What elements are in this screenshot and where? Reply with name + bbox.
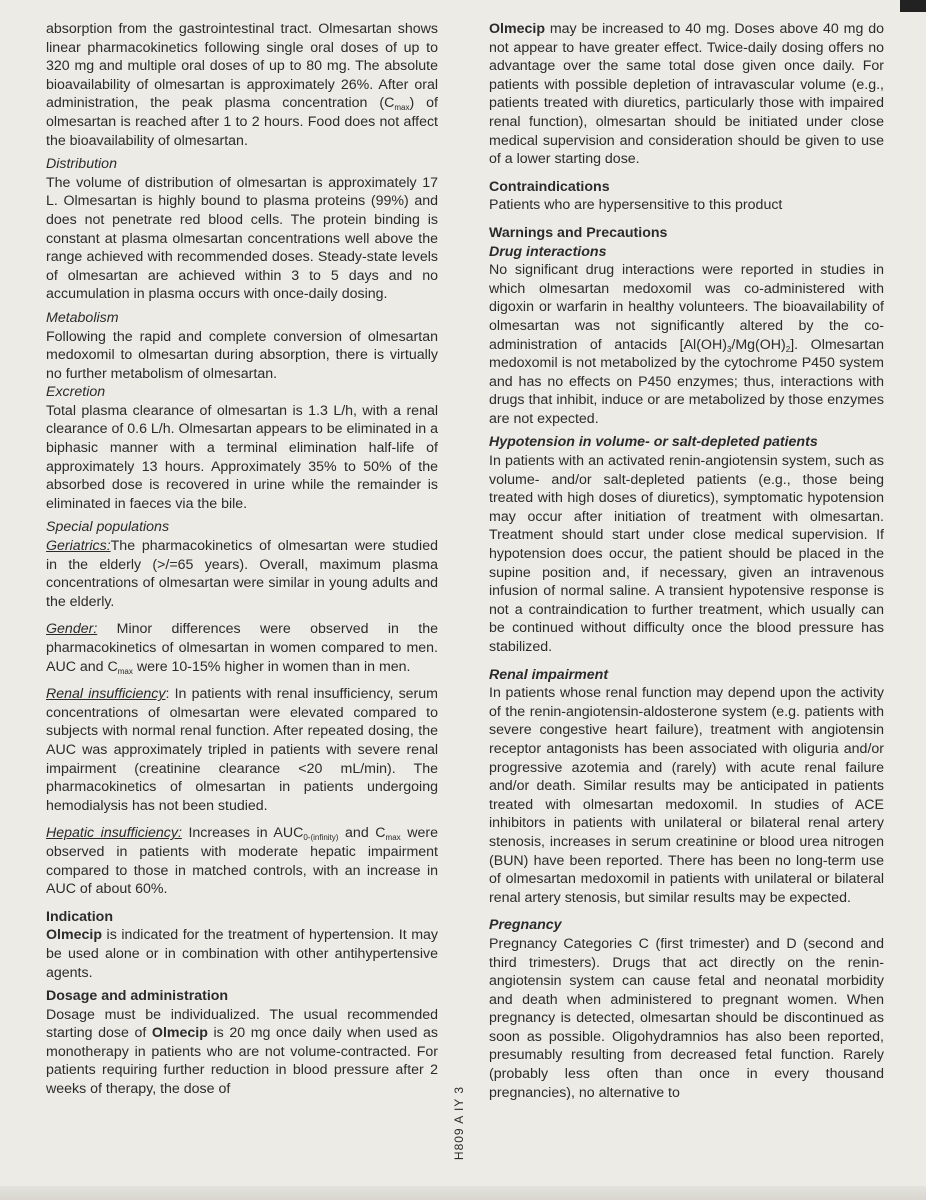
- excretion-heading: Excretion: [46, 384, 106, 401]
- brand-name: Olmecip: [46, 927, 102, 944]
- metabolism-heading: Metabolism: [46, 309, 119, 326]
- renal-impairment-paragraph: In patients whose renal function may depend upon the activity of the renin-angiotensin-aldosterone system (e.g. patients with severe congestive heart failure), treatment with angiotensin receptor antagonists has been associated with oliguria and/or progressive azotemia and (rarely) with acute renal failure and/or death. Similar results may be anticipated in patients treated with olmesartan medoxomil. In studies of ACE inhibitors in patients with unilateral or bilateral renal artery stenosis, increases in serum creatinine or blood urea nitrogen (BUN) have been reported. There has been no long-term use of olmesartan medoxomil in patients with unilateral or bilateral renal artery stenosis, but similar results may be expected.: [489, 685, 884, 906]
- metabolism-paragraph: Following the rapid and complete conversion of olmesartan medoxomil to olmesartan during absorption, there is virtually no further metabolism of olmesartan.: [46, 328, 438, 382]
- indication-heading: Indication: [46, 908, 113, 925]
- hepatic-insufficiency-label: Hepatic insufficiency:: [46, 825, 182, 842]
- absorption-paragraph: absorption from the gastrointestinal tract. Olmesartan shows linear pharmacokinetics following single oral doses of up to 320 mg and multiple oral doses of up to 80 mg. The absolute bioavailability of olmesartan is approximately 26%. After oral administration, the peak plasma concentration $(C_{max})$ of olmesartan is reached after 1 to 2 hours. Food does not affect the bioavailability of olmesartan.: [46, 21, 439, 149]
- excretion-paragraph: Total plasma clearance of olmesartan is 1.3 L/h, with a renal clearance of 0.6 L/h. Olmesartan appears to be eliminated in a biphasic manner with a terminal elimination half-life of approximately 13 hours. Approximately 35% to 50% of the absorbed dose is recovered in urine while the remainder is eliminated in faeces via the bile.: [46, 402, 438, 512]
- left-column: [46, 20, 438, 1180]
- renal-impairment-heading: Renal impairment: [489, 666, 609, 683]
- dosage-heading: Dosage and administration: [46, 988, 229, 1005]
- geriatrics-label: Geriatrics:: [46, 538, 111, 555]
- renal-insufficiency-paragraph: Renal insufficiency: In patients with renal insufficiency, serum concentrations of olmesartan were elevated compared to subjects with normal renal function. After repeated dosing, the AUC was approximately tripled in patients with severe renal impairment (creatinine clearance <20 mL/min). The pharmacokinetics of olmesartan in patients undergoing hemodialysis has not been studied.: [46, 686, 438, 814]
- special-populations-heading: Special populations: [46, 519, 170, 536]
- renal-insufficiency-label: Renal insufficiency: [46, 686, 166, 703]
- contraindications-paragraph: Patients who are hypersensitive to this product: [489, 197, 783, 214]
- corner-mark: [900, 0, 926, 12]
- distribution-heading: Distribution: [46, 156, 117, 173]
- gender-paragraph: Gender: Minor differences were observed in the pharmacokinetics of olmesartan in women compared to men. AUC and $C_{max}$ were 10-15% higher in women than in men.: [46, 621, 438, 676]
- brand-name: Olmecip: [489, 21, 545, 37]
- hypotension-heading: Hypotension in volume- or salt-depleted patients: [489, 434, 818, 451]
- warnings-heading: Warnings and Precautions: [489, 224, 668, 241]
- hepatic-insufficiency-paragraph: Hepatic insufficiency: Increases in $AUC_{0-(infinity)}$ and $C_{max}$ were observed in patients with moderate hepatic impairment compared to those in matched controls, with an increase in AUC of about 60%.: [46, 825, 438, 898]
- drug-interactions-heading: Drug interactions: [489, 243, 607, 260]
- distribution-paragraph: The volume of distribution of olmesartan is approximately 17 L. Olmesartan is highly bound to plasma proteins (99%) and does not penetrate red blood cells. The protein binding is constant at plasma olmesartan concentrations well above the range achieved with recommended doses. Steady-state levels of olmesartan are achieved within 3 to 5 days and no accumulation in plasma occurs with once-daily dosing.: [46, 174, 438, 303]
- page-bottom-edge: [0, 1186, 926, 1200]
- gender-label: Gender:: [46, 621, 98, 638]
- brand-name: Olmecip: [151, 1025, 208, 1042]
- indication-paragraph: Olmecip is indicated for the treatment of hypertension. It may be used alone or in combination with other antihypertensive agents.: [46, 927, 438, 981]
- print-code: H809 A IY 3: [452, 1085, 466, 1161]
- pregnancy-paragraph: Pregnancy Categories C (first trimester) and D (second and third trimesters). Drugs that act directly on the renin-angiotensin system can cause fetal and neonatal morbidity and death when administered to pregnant women. When pregnancy is detected, olmesartan should be discontinued as soon as possible. Oligohydramnios has also been reported, presumably resulting from decreased fetal function. Rarely (probably less often than once in every thousand pregnancies), no alternative to: [489, 935, 884, 1101]
- drug-interactions-paragraph: No significant drug interactions were reported in studies in which olmesartan medoxomil was co-administered with digoxin or warfarin in healthy volunteers. The bioavailability of olmesartan was not significantly altered by the co-administration of antacids $[Al(OH)_3/Mg(OH)_2]$. Olmesartan medoxomil is not metabolized by the cytochrome P450 system and has no effects on P450 enzymes; thus, interactions with drugs that inhibit, induce or are metabolized by those enzymes are not expected.: [489, 262, 884, 427]
- geriatrics-paragraph: Geriatrics:The pharmacokinetics of olmesartan were studied in the elderly (>/=65 years). Overall, maximum plasma concentrations of olmesartan were similar in young adults and the elderly.: [46, 538, 438, 610]
- dosage-continued-paragraph: Olmecip may be increased to 40 mg. Doses above 40 mg do not appear to have greater effect. Twice-daily dosing offers no advantage over the same total dose given once daily. For patients with possible depletion of intravascular volume (e.g., patients treated with diuretics, particularly those with impaired renal function), olmesartan should be initiated under close medical supervision and consideration should be given to use of a lower starting dose.: [489, 21, 884, 168]
- contraindications-heading: Contraindications: [489, 178, 610, 195]
- hypotension-paragraph: In patients with an activated renin-angiotensin system, such as volume- and/or salt-depleted patients (e.g., those being treated with high doses of diuretics), symptomatic hypotension may occur after initiation of treatment with olmesartan. Treatment should start under close medical supervision. If hypotension does occur, the patient should be placed in the supine position and, if necessary, given an intravenous infusion of normal saline. A transient hypotensive response is not a contraindication to further treatment, which usually can be continued without difficulty once the blood pressure has stabilized.: [489, 453, 884, 655]
- pregnancy-heading: Pregnancy: [489, 917, 562, 934]
- dosage-paragraph: Dosage must be individualized. The usual recommended starting dose of Olmecip is 20 mg once daily when used as monotherapy in patients who are not volume-contracted. For patients requiring further reduction in blood pressure after 2 weeks of therapy, the dose of: [46, 1006, 438, 1098]
- right-column: [489, 20, 884, 1180]
